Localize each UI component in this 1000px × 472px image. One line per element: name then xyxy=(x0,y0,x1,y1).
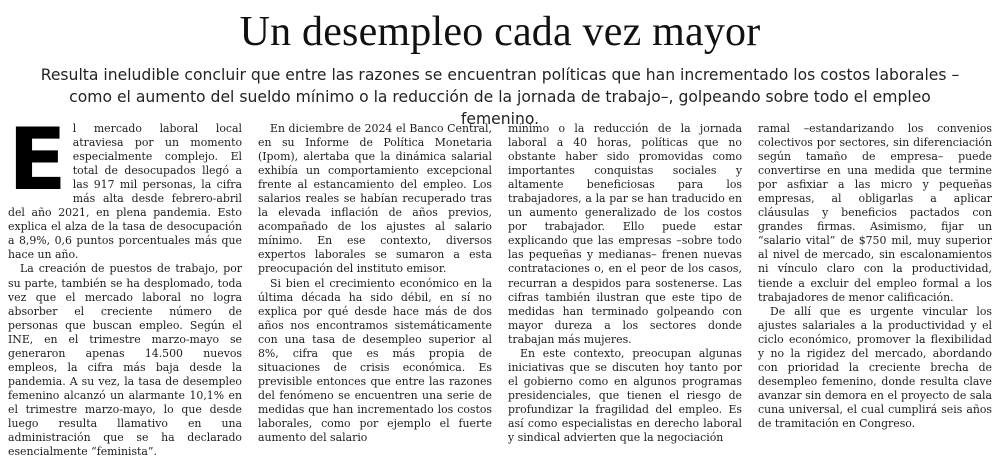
paragraph: Si bien el crecimiento económico en la última década ha sido débil, en sí no explica por qué desde hace más de dos años nos encontramos sistemáticamente con una tasa de desempleo superior al 8%, cifra que es más propia de situaciones de crisis económica. Es previsible entonces que entre las razones del fenómeno se encuentren una serie de medidas que han incrementado los costos laborales, como por ejemplo el fuerte aumento del salario xyxy=(258,276,492,445)
paragraph: mínimo o la reducción de la jornada laboral a 40 horas, políticas que no obstante haber sido promovidas como importantes conquistas sociales y altamente beneficiosas para los trabajadores, a la par se han traducido en un aumento generalizado de los costos por trabajador. Ello puede estar explicando que las empresas –sobre todo las pequeñas y medianas– frenen nuevas contrataciones o, en el peor de los casos, recurran a despidos para sostenerse. Las cifras también ilustran que este tipo de medidas han terminado golpeando con mayor dureza a los sectores donde trabajan más mujeres. xyxy=(508,122,742,346)
column-2 xyxy=(258,122,492,470)
paragraph: ramal –estandarizando los convenios colectivos por sectores, sin diferenciación según tamaño de empresa– puede convertirse en una medida que termine por asfixiar a las micro y pequeñas empresas, al obligarlas a aplicar cláusulas y beneficios pactados con grandes firmas. Asimismo, fijar un “salario vital” de $750 mil, muy superior al nivel de mercado, sin escalonamientos ni vínculo claro con la productividad, tiende a excluir del empleo formal a los trabajadores de menor calificación. xyxy=(758,122,992,304)
column-4 xyxy=(758,122,992,470)
deck-subtitle: Resulta ineludible concluir que entre las razones se encuentran políticas que han incrementado los costos laborales –como el aumento del sueldo mínimo o la reducción de la jornada de trabajo–, golpeando sobre todo el empleo femenino. xyxy=(40,66,960,128)
drop-cap: E xyxy=(8,122,67,210)
paragraph: La creación de puestos de trabajo, por su parte, también se ha desplomado, toda vez que el mercado laboral no logra absorber el creciente número de personas que buscan empleo. Según el INE, en el trimestre marzo-mayo se generaron apenas 14.500 nuevos empleos, la cifra más baja desde la pandemia. A su vez, la tasa de desempleo femenino alcanzó un alarmante 10,1% en el trimestre marzo-mayo, lo que desde luego resulta llamativo en una administración que se ha declarado esencialmente “feminista”. xyxy=(8,262,242,459)
paragraph: En diciembre de 2024 el Banco Central, en su Informe de Política Monetaria (Ipom), alertaba que la dinámica salarial exhibía un comportamiento excepcional frente al estancamiento del empleo. Los salarios reales se habían recuperado tras la elevada inflación de años previos, acompañado de los ajustes al salario mínimo. En ese contexto, diversos expertos laborales se sumaron a esta preocupación del instituto emisor. xyxy=(258,122,492,276)
article-body xyxy=(8,122,992,470)
paragraph: De allí que es urgente vincular los ajustes salariales a la productividad y el ciclo económico, promover la flexibilidad y no la rigidez del mercado, abordando con prioridad la creciente brecha de desempleo femenino, donde resulta clave avanzar sin demora en el proyecto de sala cuna universal, el cual cumplirá seis años de tramitación en Congreso. xyxy=(758,304,992,430)
column-3 xyxy=(508,122,742,470)
paragraph: l mercado laboral local atraviesa por un momento especialmente complejo. El total de desocupados llegó a las 917 mil personas, la cifra más alta desde febrero-abril del año 2021, en plena pandemia. Esto explica el alza de la tasa de desocupación a 8,9%, 0,6 puntos porcentuales más que hace un año. xyxy=(8,122,242,262)
paragraph: En este contexto, preocupan algunas iniciativas que se discuten hoy tanto por el gobierno como en algunos programas presidenciales, que tienen el riesgo de profundizar la fragilidad del empleo. Es así como especialistas en derecho laboral y sindical advierten que la negociación xyxy=(508,346,742,445)
headline: Un desempleo cada vez mayor xyxy=(239,9,761,55)
column-1 xyxy=(8,122,242,470)
